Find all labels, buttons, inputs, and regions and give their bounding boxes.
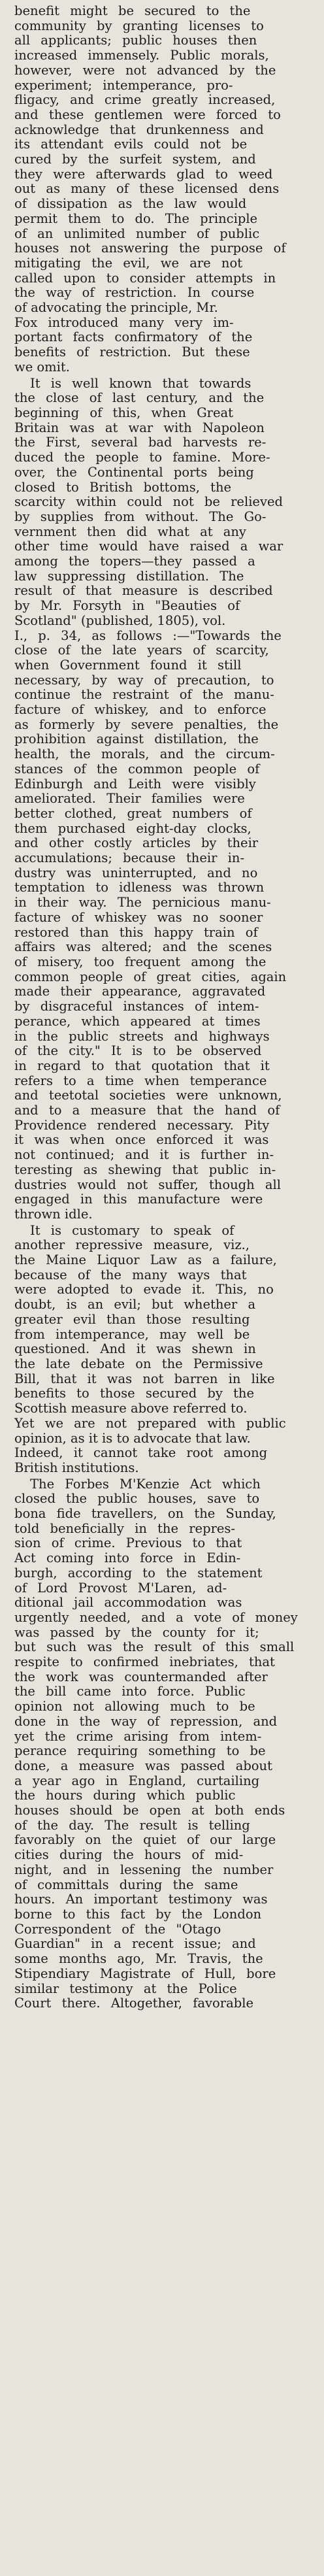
line-text: thrown idle. [14, 1206, 93, 1222]
line-text: done in the way of repression, and [14, 1713, 278, 1729]
text-line [14, 614, 314, 629]
line-text: respite to confirmed inebriates, that [14, 1654, 275, 1670]
text-line [14, 911, 314, 926]
line-text: burgh, according to the statement [14, 1565, 263, 1581]
text-line [14, 1207, 314, 1222]
text-line [14, 78, 314, 93]
line-text: of an unlimited number of public [14, 226, 260, 241]
text-line [14, 1626, 314, 1641]
text-line [14, 123, 314, 138]
line-text: result of that measure is described [14, 583, 273, 599]
text-line [14, 1684, 314, 1699]
text-line [14, 1192, 314, 1207]
line-text: Fox introduced many very im- [14, 314, 234, 330]
text-line [14, 1892, 314, 1907]
text-line [14, 1922, 314, 1937]
line-text: the close of last century, and the [14, 390, 265, 406]
article-paragraph [14, 1477, 314, 2011]
line-text: I., p. 34, as follows :—"Towards the [14, 627, 282, 643]
line-text: when Government found it still [14, 657, 242, 673]
article-paragraph [14, 1224, 314, 1476]
text-line [14, 984, 314, 999]
text-line [14, 940, 314, 955]
line-text: greater evil than those resulting [14, 1311, 250, 1327]
line-text: among the topers—they passed a [14, 554, 255, 569]
line-text: It is customary to speak of [30, 1222, 235, 1238]
text-line [14, 718, 314, 733]
text-line [14, 1401, 314, 1416]
line-text: opinion not allowing much to be [14, 1699, 255, 1715]
text-line [14, 286, 314, 301]
text-line [14, 673, 314, 688]
line-text: borne to this fact by the London [14, 1907, 262, 1922]
text-line [14, 1148, 314, 1163]
line-text: It is well known that towards [30, 375, 251, 391]
text-line [14, 301, 314, 316]
line-text: temptation to idleness was thrown [14, 880, 265, 895]
text-line [14, 1416, 314, 1431]
text-line [14, 1566, 314, 1581]
text-line [14, 212, 314, 227]
line-text: health, the morals, and the circum- [14, 746, 275, 762]
text-line [14, 926, 314, 941]
line-text: made their appearance, aggravated [14, 984, 266, 999]
line-text: cured by the surfeit system, and [14, 152, 256, 167]
line-text: necessary, by way of precaution, to [14, 672, 274, 688]
line-text: better clothed, great numbers of [14, 805, 252, 821]
article-body [14, 4, 314, 2013]
line-text: fligacy, and crime greatly increased, [14, 92, 276, 108]
line-text: continue the restraint of the manu- [14, 687, 274, 703]
text-line [14, 360, 314, 375]
text-line [14, 1967, 314, 1982]
text-line [14, 1357, 314, 1372]
line-text: but such was the result of this small [14, 1639, 295, 1655]
text-line [14, 836, 314, 851]
text-line [14, 1029, 314, 1045]
line-text: ameliorated. Their families were [14, 791, 245, 807]
line-text: some months ago, Mr. Travis, the [14, 1951, 263, 1967]
line-text: urgently needed, and a vote of money [14, 1609, 298, 1625]
line-text: out as many of these licensed dens [14, 181, 280, 197]
line-text: Bill, that it was not barren in like [14, 1371, 275, 1386]
line-text: similar testimony at the Police [14, 1981, 237, 1996]
line-text: and these gentlemen were forced to [14, 107, 281, 122]
text-line [14, 880, 314, 895]
line-text: closed to British bottoms, the [14, 479, 232, 495]
text-line [14, 241, 314, 256]
text-line [14, 63, 314, 78]
line-text: another repressive measure, viz., [14, 1237, 250, 1253]
line-text: Yet we are not prepared with public [14, 1415, 286, 1431]
line-text: however, were not advanced by the [14, 62, 276, 78]
line-text: dustries would not suffer, though all [14, 1177, 281, 1192]
text-line [14, 1982, 314, 1997]
text-line [14, 510, 314, 525]
line-text: benefits of restriction. But these [14, 344, 250, 360]
text-line [14, 227, 314, 242]
line-text: in the public streets and highways [14, 1028, 270, 1044]
line-text: the work was countermanded after [14, 1669, 268, 1684]
line-text: them purchased eight-day clocks, [14, 820, 251, 836]
text-line [14, 1088, 314, 1103]
line-text: cities during the hours of mid- [14, 1847, 244, 1863]
text-line [14, 1059, 314, 1074]
line-text: scarcity within could not be relieved [14, 494, 284, 510]
text-line [14, 1431, 314, 1447]
line-text: law suppressing distillation. The [14, 568, 244, 584]
line-text: experiment; intemperance, pro- [14, 77, 233, 93]
text-line [14, 822, 314, 837]
line-text: told beneficially in the repres- [14, 1520, 236, 1536]
text-line [14, 1937, 314, 1952]
text-line [14, 345, 314, 360]
text-line [14, 703, 314, 718]
text-line [14, 391, 314, 406]
line-text: a year ago in England, curtailing [14, 1773, 260, 1788]
line-text: houses should be open at both ends [14, 1803, 285, 1818]
text-line [14, 1118, 314, 1133]
text-line [14, 599, 314, 614]
text-line [14, 762, 314, 777]
text-line [14, 777, 314, 792]
text-line [14, 1297, 314, 1313]
text-line [14, 406, 314, 421]
text-line [14, 1282, 314, 1297]
text-line [14, 1044, 314, 1059]
text-line [14, 108, 314, 123]
line-text: accumulations; because their in- [14, 850, 245, 866]
text-line [14, 1313, 314, 1328]
line-text: British institutions. [14, 1460, 139, 1475]
text-line [14, 167, 314, 182]
text-line [14, 1848, 314, 1863]
text-line [14, 1670, 314, 1685]
text-line [14, 182, 314, 197]
text-line [14, 525, 314, 540]
text-line [14, 895, 314, 911]
line-text: Act coming into force in Edin- [14, 1550, 241, 1566]
line-text: was passed by the county for it; [14, 1624, 259, 1640]
line-text: questioned. And it was shewn in [14, 1341, 256, 1357]
text-line [14, 1103, 314, 1118]
text-line [14, 1163, 314, 1178]
article-paragraph [14, 4, 314, 375]
text-line [14, 19, 314, 34]
text-line [14, 1611, 314, 1626]
text-line [14, 1507, 314, 1522]
text-line [14, 1372, 314, 1387]
text-line [14, 1446, 314, 1461]
line-text: duced the people to famine. More- [14, 450, 270, 465]
text-line [14, 465, 314, 480]
text-line [14, 1774, 314, 1789]
text-line [14, 256, 314, 271]
line-text: of committals during the same [14, 1877, 238, 1892]
text-line [14, 495, 314, 510]
text-line [14, 643, 314, 658]
line-text: permit them to do. The principle [14, 210, 258, 226]
text-line [14, 1833, 314, 1848]
text-line [14, 48, 314, 63]
line-text: perance, which appeared at times [14, 1013, 261, 1029]
text-line [14, 792, 314, 807]
text-line [14, 658, 314, 673]
line-text: facture of whiskey was no sooner [14, 909, 263, 925]
line-text: hours. An important testimony was [14, 1892, 268, 1907]
text-line [14, 747, 314, 762]
text-line [14, 1996, 314, 2011]
text-line [14, 1477, 314, 1492]
line-text: the First, several bad harvests re- [14, 435, 267, 450]
text-line [14, 970, 314, 985]
line-text: benefits to those secured by the [14, 1386, 255, 1401]
line-text: they were afterwards glad to weed [14, 166, 273, 182]
line-text: Providence rendered necessary. Pity [14, 1117, 270, 1133]
text-line [14, 1492, 314, 1507]
text-line [14, 955, 314, 970]
text-line [14, 1759, 314, 1774]
text-line [14, 330, 314, 345]
text-line [14, 4, 314, 19]
line-text: Correspondent of the "Otago [14, 1921, 221, 1937]
line-text: restored than this happy train of [14, 924, 258, 940]
line-text: by disgraceful instances of intem- [14, 999, 259, 1014]
line-text: ditional jail accommodation was [14, 1595, 242, 1611]
text-line [14, 1386, 314, 1401]
text-line [14, 584, 314, 599]
text-line [14, 152, 314, 167]
text-line [14, 1342, 314, 1357]
text-line [14, 1715, 314, 1730]
line-text: vernment then did what at any [14, 524, 246, 539]
line-text: from intemperance, may well be [14, 1326, 250, 1342]
line-text: of dissipation as the law would [14, 196, 247, 212]
text-line [14, 1640, 314, 1655]
text-line [14, 1551, 314, 1566]
line-text: other time would have raised a war [14, 539, 284, 554]
line-text: Scottish measure above referred to. [14, 1401, 248, 1416]
line-text: mitigating the evil, we are not [14, 255, 243, 271]
line-text: in regard to that quotation that it [14, 1058, 270, 1073]
line-text: common people of great cities, again [14, 969, 287, 984]
line-text: close of the late years of scarcity, [14, 643, 269, 658]
text-line [14, 33, 314, 48]
text-line [14, 1596, 314, 1611]
line-text: its attendant evils could not be [14, 137, 248, 152]
text-line [14, 1536, 314, 1551]
text-line [14, 450, 314, 465]
line-text: Guardian" in a recent issue; and [14, 1936, 256, 1952]
text-line [14, 1863, 314, 1878]
text-line [14, 1522, 314, 1537]
text-line [14, 554, 314, 569]
line-text: sion of crime. Previous to that [14, 1535, 242, 1551]
line-text: were adopted to evade it. This, no [14, 1282, 274, 1297]
line-text: bona fide travellers, on the Sunday, [14, 1506, 276, 1522]
text-line [14, 1178, 314, 1193]
line-text: houses not answering the purpose of [14, 241, 286, 256]
line-text: doubt, is an evil; but whether a [14, 1297, 256, 1313]
line-text: portant facts confirmatory of the [14, 329, 253, 345]
text-line [14, 999, 314, 1014]
text-line [14, 1803, 314, 1818]
text-line [14, 851, 314, 866]
line-text: of the day. The result is telling [14, 1817, 250, 1833]
line-text: the way of restriction. In course [14, 285, 255, 301]
text-line [14, 1461, 314, 1476]
line-text: Indeed, it cannot take root among [14, 1445, 268, 1461]
text-line [14, 1224, 314, 1239]
line-text: of Lord Provost M'Laren, ad- [14, 1580, 227, 1596]
line-text: facture of whiskey, and to enforce [14, 702, 267, 718]
line-text: the bill came into force. Public [14, 1684, 246, 1699]
line-text: Scotland" (published, 1805), vol. [14, 612, 226, 628]
line-text: of advocating the principle, Mr. [14, 300, 218, 316]
line-text: increased immensely. Public morals, [14, 48, 269, 63]
line-text: yet the crime arising from intem- [14, 1728, 262, 1744]
text-line [14, 1238, 314, 1253]
line-text: community by granting licenses to [14, 18, 264, 33]
text-line [14, 421, 314, 436]
text-line [14, 93, 314, 108]
text-line [14, 1014, 314, 1029]
line-text: closed the public houses, save to [14, 1491, 260, 1507]
text-line [14, 629, 314, 644]
text-line [14, 1744, 314, 1759]
line-text: night, and in lessening the number [14, 1862, 274, 1877]
line-text: refers to a time when temperance [14, 1073, 267, 1088]
text-line [14, 376, 314, 392]
line-text: teresting as shewing that public in- [14, 1162, 276, 1177]
text-line [14, 1328, 314, 1343]
line-text: not continued; and it is further in- [14, 1147, 274, 1163]
text-line [14, 1952, 314, 1967]
paragraph-gap [14, 2011, 314, 2013]
line-text: the late debate on the Permissive [14, 1356, 263, 1371]
line-text: dustry was uninterrupted, and no [14, 865, 258, 880]
line-text: all applicants; public houses then [14, 33, 257, 48]
text-line [14, 1907, 314, 1922]
text-line [14, 807, 314, 822]
line-text: of misery, too frequent among the [14, 954, 267, 969]
text-line [14, 480, 314, 495]
line-text: and other costly articles by their [14, 835, 259, 851]
line-text: benefit might be secured to the [14, 3, 251, 18]
line-text: done, a measure was passed about [14, 1758, 272, 1773]
line-text: called upon to consider attempts in [14, 270, 276, 286]
line-text: beginning of this, when Great [14, 405, 233, 420]
text-line [14, 435, 314, 450]
line-text: Britain was at war with Napoleon [14, 420, 265, 435]
text-line [14, 316, 314, 331]
text-line [14, 688, 314, 703]
line-text: Court there. Altogether, favorable [14, 1996, 254, 2011]
text-line [14, 1818, 314, 1833]
text-line [14, 569, 314, 584]
article-paragraph [14, 376, 314, 1222]
text-line [14, 732, 314, 747]
line-text: by supplies from without. The Go- [14, 509, 267, 524]
line-text: opinion, as it is to advocate that law. [14, 1430, 251, 1446]
line-text: as formerly by severe penalties, the [14, 716, 279, 732]
line-text: it was when once enforced it was [14, 1132, 269, 1148]
text-line [14, 866, 314, 881]
text-line [14, 1074, 314, 1089]
text-line [14, 197, 314, 212]
line-text: by Mr. Forsyth in "Beauties of [14, 598, 240, 614]
text-line [14, 539, 314, 554]
text-line [14, 1253, 314, 1268]
text-line [14, 1581, 314, 1596]
text-line [14, 1699, 314, 1715]
line-text: in their way. The pernicious manu- [14, 895, 271, 911]
line-text: prohibition against distillation, the [14, 731, 259, 747]
line-text: stances of the common people of [14, 761, 260, 777]
line-text: affairs was altered; and the scenes [14, 939, 272, 955]
text-line [14, 1878, 314, 1893]
line-text: Stipendiary Magistrate of Hull, bore [14, 1965, 276, 1981]
line-text: perance requiring something to be [14, 1743, 266, 1759]
line-text: acknowledge that drunkenness and [14, 122, 264, 137]
line-text: the Maine Liquor Law as a failure, [14, 1252, 277, 1268]
text-line [14, 1268, 314, 1283]
line-text: and to a measure that the hand of [14, 1103, 280, 1118]
line-text: The Forbes M'Kenzie Act which [30, 1476, 261, 1492]
line-text: we omit. [14, 359, 70, 375]
text-line [14, 1788, 314, 1803]
line-text: engaged in this manufacture were [14, 1192, 263, 1207]
text-line [14, 1655, 314, 1670]
line-text: the hours during which public [14, 1788, 236, 1803]
line-text: Edinburgh and Leith were visibly [14, 776, 256, 792]
text-line [14, 1133, 314, 1148]
line-text: because of the many ways that [14, 1267, 247, 1282]
line-text: and teetotal societies were unknown, [14, 1088, 282, 1103]
text-line [14, 271, 314, 286]
line-text: favorably on the quiet of our large [14, 1832, 276, 1848]
text-line [14, 1730, 314, 1745]
line-text: of the city." It is to be observed [14, 1043, 262, 1059]
text-line [14, 137, 314, 152]
line-text: over, the Continental ports being [14, 464, 254, 480]
